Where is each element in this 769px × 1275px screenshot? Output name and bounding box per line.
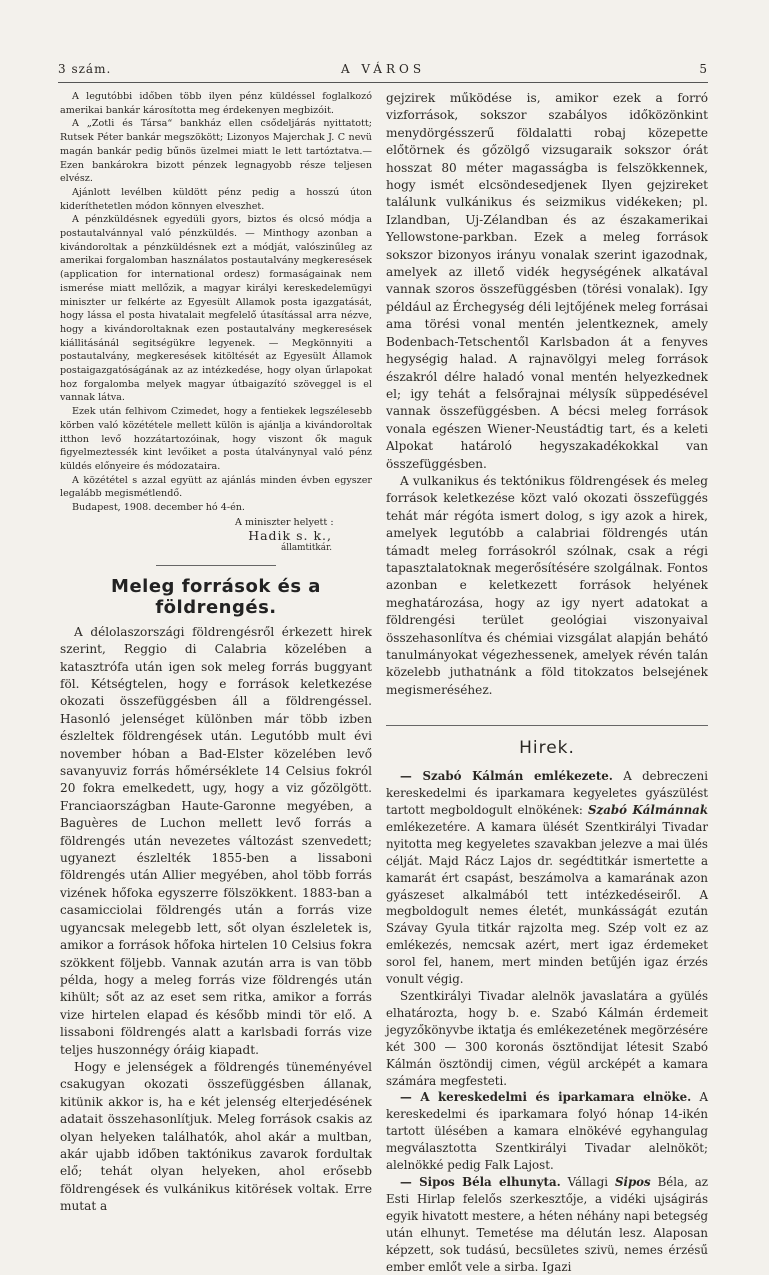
news-text: Szentkirályi Tivadar alelnök javaslatára a gyülés elhatározta, hogy b. e. Szabó Kálmán érdemeit jegyzőkönyvbe iktatja és emlékezetének megörzésére két 300 — 300 koronás ösztöndijat létesit Szabó Kálmán ösztöndij cimen, végül arcképét a kamara számára megfesteti. [386, 989, 708, 1088]
article-continuation [386, 90, 708, 699]
news-item [386, 988, 708, 1089]
article-title: Meleg források és a földrengés. [111, 575, 321, 618]
signature-prefix: A miniszter helyett : [235, 516, 334, 528]
notice-paragraph: A pénzküldésnek egyedüli gyors, biztos és olcsó módja a postautalvánnyal való pénzküldés. — Minthogy azonban a kivándoroltak a pénzküldésnek ezt a módját, valószinűleg az amerikai forgalomban használatos postautalvány megkeresések (application for international ordesz) formaságainak nem ismerése miatt mellőzik, a magyar királyi kereskedelemügyi miniszter ur felkérte az Egyesült Allamok posta igazgatását, hogy lássa el posta hivatalait megfelelő útasítással arra nézve, hogy a kivándoroltaknak ezen postautalvány megkeresések kiállitásánál segitségükre legyenek. — Megkönnyiti a postautalvány, megkeresések kitöltését az Egyesült Államok postaigazgatóságának az az intézkedése, hogy olyan űrlapokat hoz forgalomba melyek magyar útbaigazító szöveggel is el vannak látva. [60, 214, 372, 404]
news-list [386, 768, 708, 1275]
right-column [386, 90, 708, 1275]
notice-date: Budapest, 1908. december hó 4-én. [72, 502, 245, 514]
masthead-title: A VÁROS [340, 62, 426, 76]
news-headline: — Szabó Kálmán emlékezete. [400, 769, 613, 784]
article-paragraph: Hogy e jelenségek a földrengés tüneményével csakugyan okozati összefüggésben állanak, kitünik akkor is, ha e két jelenség elterjedésének adatait összehasonlítjuk. Meleg források csakis az olyan helyeken találhatók, ahol akár a multban, akár ujabb időben taktónikus zavarok fordultak elő; tehát olyan helyeken, ahol erősebb földrengések és vulkánikus kitörések voltak. Erre mutat a [60, 1059, 372, 1214]
ministerial-notice [60, 90, 372, 515]
notice-paragraph: A legutóbbi időben több ilyen pénz küldéssel foglalkozó amerikai bankár károsította meg érdekenyen megbizóit. [60, 91, 372, 116]
page-header [58, 62, 708, 78]
news-item [386, 768, 708, 988]
signature-name: Hadik s. k., [248, 527, 332, 543]
news-text: Béla, az Esti Hirlap felelős szerkesztője, a vidéki ujságirás egyik hivatott mestere, a héten néhány napi betegség után elhunyt. Temetése ma délután lesz. Alaposan képzett, sok tudású, becsületes szivü, nemes érzésű ember emlőt vele a sirba. Igazi [386, 1174, 708, 1274]
section-divider [156, 565, 276, 566]
news-text: Vállagi [560, 1174, 615, 1189]
header-rule [58, 82, 708, 83]
news-headline: — A kereskedelmi és iparkamara elnöke. [400, 1090, 692, 1105]
news-text: A kereskedelmi és iparkamara folyó hónap 14-ikén tartott ülésében a kamara elnökévé egyhangulag megválasztotta Szentkirályi Tivadar alelnököt; alelnökké pedig Falk Lajost. [386, 1090, 708, 1173]
left-column [60, 90, 372, 1216]
article-paragraph: gejzirek működése is, amikor ezek a forró vizforrások, sokszor szabályos időközönkint menydörgésszerű földalatti robaj közepette előtörnek és gőzölgő vizsugaraik sokszor órát hosszat 80 méter magasságba is felszökkennek, hogy ismét elcsöndesedjenek Ilyen gejzireket találunk vulkánikus és seizmikus vidékeken; pl. Izlandban, Uj-Zélandban és az északamerikai Yellowstone-parkban. Ezek a meleg források sokszor bizonyos irányu vonalak szerint igazodnak, amelyek az illető vidék hegységének alkatával vannak szoros összefüggésben (törési vonalak). Igy például az Érchegység déli lejtőjének meleg forrásai ama törési vonal mentén jelentkeznek, amely Bodenbach-Tetschentől Karlsbadon át a fenyves hegységig halad. A rajnavölgyi meleg források északról délre haladó vonal mentén helyezkednek el; igy tehát a felsőrajnai mélysík süppedésével vannak összefüggésben. A bécsi meleg források vonala egészen Wiener-Neustádtig tart, és a keleti Alpokat határoló hegyszakadékokkal van összefüggésben. [386, 91, 708, 471]
news-item [386, 1089, 708, 1174]
notice-paragraph: Ajánlott levélben küldött pénz pedig a hosszú úton kideríthetetlen módon könnyen elveszhet. [60, 186, 372, 212]
news-text: emlékezetére. A kamara ülését Szentkirályi Tivadar nyitotta meg kegyeletes szavakban jelezve a mai ülés célját. Majd Rácz Lajos dr. segédtitkár ismertette a kamarát ért csapást, beszámolva a kamarának azon gyászeset alkalmából tett intézkedéseiről. A megboldogult nemes életét, munkásságát ezután Szávay Gyula titkár rajzolta meg. Szép volt ez az emlékezés, nemcsak azért, mert igaz érdemeket sorol fel, hanem, mert minden betűjén igaz érzés vonult végig. [386, 819, 708, 987]
signature-title: államtitkár. [281, 542, 332, 553]
article-paragraph: A délolaszországi földrengésről érkezett hirek szerint, Reggio di Calabria közelében a katasztrófa után igen sok meleg forrás buggyant föl. Kétségtelen, hogy e források keletkezése okozati összefüggésben áll a földrengéssel. Hasonló jelenséget különben már több izben észleltek földrengések után. Legutóbb mult évi november hóban a Bad-Elster közelében levő savanyuviz forrás hőmérséklete 14 Celsius fokról 20 fokra emelkedett, ugy, hogy a viz gőzölgött. Franciaországban Haute-Garonne megyében, a Baguères de Luchon mellett levő forrás a földrengés után nevezetes változást szenvedett; ugyanezt észlelték 1855-ben a lissaboni földrengés után Allier megyében, ahol több forrás vizének hőfoka egyszerre fölszökkent. 1883-ban a casamicciolai földrengés után a forrás vize ugyancsak melegebb lett, sőt olyan észleletek is, amikor a források hőfoka hirtelen 10 Celsius fokra szökkent följebb. Vannak azután arra is van több példa, hogy a meleg forrás vize földrengés után kihült; sőt az az eset sem ritka, amikor a forrás vize hirtelen elapad és később mindi tör elő. A lissaboni földrengés alatt a karlsbadi forrás vize teljes huszonnégy óráig kiapadt. [60, 624, 372, 1057]
article-body [60, 624, 372, 1216]
news-text: A debreczeni kereskedelmi és iparkamara kegyeletes gyászülést tartott megboldogult elnökének: [386, 769, 708, 818]
news-emphasis: Szabó Kálmánnak [588, 803, 708, 818]
news-headline: — Sipos Béla elhunyta. [400, 1174, 561, 1189]
news-item [386, 1174, 708, 1275]
news-emphasis: Sipos [614, 1174, 651, 1189]
news-section-title: Hirek. [519, 738, 575, 759]
notice-paragraph: Ezek után felhivom Czimedet, hogy a fentiekek legszélesebb körben való közététele mellett külön is ajánlja a kivándoroltak itthon levő hozzátartozóinak, hogy viszont ők maguk figyelmeztessék kint levőiket a posta útalványnyal való pénz küldés előnyeire és módozataira. [60, 406, 372, 472]
notice-paragraph: A „Zotli és Társa“ bankház ellen csődeljárás nyittatott; Rutsek Péter bankár megszökött; Lizonyos Majerchak J. C nevü magán bankár pedig bűnös üzelmei miatt le lett tartóztatva.— Ezen bankárokra bizott pénzek legnagyobb része teljesen elvész. [60, 118, 372, 185]
page-number: 5 [699, 62, 708, 76]
section-divider [386, 725, 708, 726]
issue-number: 3 szám. [58, 62, 112, 76]
article-paragraph: A vulkanikus és tektónikus földrengések és meleg források keletkezése közt való okozati összefüggés tehát már régóta ismert dolog, s igy azok a hirek, amelyek legutóbb a calabriai földrengés után támadt meleg forrásokról szólnak, csak a régi tapasztalatoknak megerősítésére szolgálnak. Fontos azonban e keletkezett források helyének meghatározása, hogy az igy nyert adatokat a földrengési terület geológiai viszonyaival összehasonlítva és chémiai vizsgálat alapján behátó tanulmányokat végezhessenek, amelyek révén talán közelebb juthatnánk a föld titokzatos belsejének megismeréséhez. [386, 473, 708, 697]
notice-paragraph: A közététel s azzal együtt az ajánlás minden évben egyszer legalább megismétlendő. [60, 474, 372, 500]
